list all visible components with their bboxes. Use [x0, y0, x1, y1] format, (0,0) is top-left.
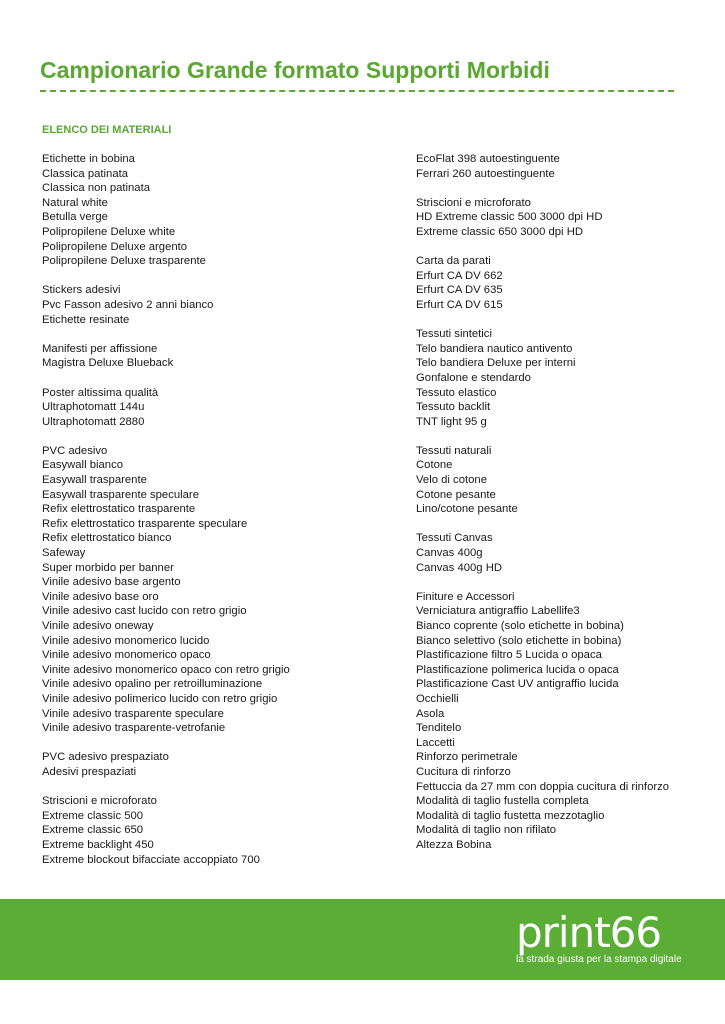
material-group: [416, 152, 669, 181]
material-group: [416, 444, 669, 517]
group-title: Striscioni e microforato: [416, 196, 531, 209]
material-item: Telo bandiera nautico antivento: [416, 342, 573, 355]
material-item: Super morbido per banner: [42, 561, 174, 574]
material-item: Tessuto elastico: [416, 386, 497, 399]
group-title: Tessuti Canvas: [416, 532, 493, 545]
material-item: Vinile adesivo cast lucido con retro grigio: [42, 605, 247, 618]
material-item: Classica patinata: [42, 167, 129, 180]
material-item: Ultraphotomatt 2880: [42, 415, 145, 428]
materials-column-right: [416, 152, 669, 867]
material-item: Vinile adesivo oneway: [42, 620, 154, 632]
group-title: PVC adesivo: [42, 444, 108, 457]
material-item: Classica non patinata: [42, 182, 151, 195]
material-item: Extreme classic 650 3000 dpi HD: [416, 225, 584, 238]
material-item: Cotone pesante: [416, 488, 496, 501]
material-group: [416, 531, 669, 575]
material-item: Ultraphotomatt 144u: [42, 401, 145, 414]
material-item: Refix elettrostatico trasparente speculare: [42, 517, 248, 530]
material-item: Extreme blockout bifacciate accoppiato 700: [42, 853, 260, 866]
material-item: Vinile adesivo monomerico lucido: [42, 634, 210, 647]
material-item: Plastificazione filtro 5 Lucida o opaca: [416, 649, 602, 662]
material-group: [42, 386, 290, 430]
material-item: Easywall trasparente: [42, 474, 147, 487]
material-item: Modalità di taglio fustella completa: [416, 795, 589, 808]
material-item: Ferrari 260 autoestinguente: [416, 167, 555, 180]
group-title: Tessuti naturali: [416, 444, 492, 457]
material-item: Safeway: [42, 547, 86, 560]
material-group: [42, 342, 290, 371]
material-item: Canvas 400g: [416, 547, 483, 560]
material-item: Vinile adesivo opalino per retroilluminazione: [42, 678, 263, 691]
material-item: Rinforzo perimetrale: [416, 751, 518, 764]
material-item: Modalità di taglio fustetta mezzotaglio: [416, 809, 605, 822]
material-item: Gonfalone e stendardo: [416, 371, 531, 384]
material-item: EcoFlat 398 autoestinguente: [416, 153, 560, 165]
material-item: Tenditelo: [416, 722, 462, 735]
material-item: Refix elettrostatico trasparente: [42, 503, 196, 516]
material-group: [42, 152, 290, 269]
material-item: Pvc Fasson adesivo 2 anni bianco: [42, 298, 214, 311]
material-item: Telo bandiera Deluxe per interni: [416, 357, 576, 370]
material-item: Vinile adesivo trasparente speculare: [42, 707, 224, 720]
material-item: Cotone: [416, 459, 453, 472]
material-item: Extreme backlight 450: [42, 838, 154, 851]
material-item: Vinile adesivo monomerico opaco: [42, 649, 211, 662]
material-item: Velo di cotone: [416, 474, 487, 487]
page-title: Campionario Grande formato Supporti Morbidi: [40, 57, 550, 83]
material-item: Occhielli: [416, 692, 459, 705]
material-item: Betulla verge: [42, 211, 108, 224]
material-item: Lino/cotone pesante: [416, 503, 518, 516]
material-item: Etichette resinate: [42, 313, 130, 326]
material-item: Erfurt CA DV 662: [416, 269, 503, 282]
group-title: Etichette in bobina: [42, 153, 135, 165]
title-divider: [40, 90, 674, 92]
material-item: Laccetti: [416, 736, 455, 749]
material-item: Easywall bianco: [42, 459, 124, 472]
material-item: Vinile adesivo trasparente-vetrofanie: [42, 722, 226, 735]
material-item: Tessuto backlit: [416, 401, 491, 414]
material-item: HD Extreme classic 500 3000 dpi HD: [416, 211, 603, 224]
materials-column-left: [42, 152, 290, 882]
material-group: [42, 794, 290, 867]
material-item: Altezza Bobina: [416, 838, 492, 851]
material-item: Polipropilene Deluxe argento: [42, 240, 188, 253]
material-item: Bianco coprente (solo etichette in bobina): [416, 620, 624, 632]
logo-wordmark: print66: [516, 908, 662, 957]
section-title: ELENCO DEI MATERIALI: [42, 124, 172, 136]
group-title: Manifesti per affissione: [42, 342, 158, 355]
group-title: Striscioni e microforato: [42, 795, 157, 808]
material-group: [416, 196, 669, 240]
material-group: [416, 254, 669, 312]
logo-tagline: la strada giusta per la stampa digitale: [516, 954, 682, 965]
group-title: Stickers adesivi: [42, 284, 121, 297]
material-item: Canvas 400g HD: [416, 561, 503, 574]
material-group: [42, 444, 290, 736]
material-group: [416, 327, 669, 429]
material-item: Verniciatura antigraffio Labellife3: [416, 605, 580, 618]
material-item: Vinile adesivo base oro: [42, 590, 159, 603]
material-item: Easywall trasparente speculare: [42, 488, 199, 501]
material-item: Cucitura di rinforzo: [416, 765, 511, 778]
group-title: PVC adesivo prespaziato: [42, 751, 169, 764]
group-title: Tessuti sintetici: [416, 328, 492, 341]
material-item: Vinite adesivo monomerico opaco con retro grigio: [42, 663, 290, 676]
material-item: Magistra Deluxe Blueback: [42, 357, 174, 370]
brand-logo: [516, 908, 682, 965]
material-group: [42, 283, 290, 327]
material-item: Modalità di taglio non rifilato: [416, 824, 557, 837]
material-item: Vinile adesivo base argento: [42, 576, 181, 589]
material-item: Erfurt CA DV 635: [416, 284, 503, 297]
material-item: Polipropilene Deluxe trasparente: [42, 255, 206, 268]
material-item: Extreme classic 650: [42, 824, 144, 837]
group-title: Finiture e Accessori: [416, 590, 515, 603]
material-item: Erfurt CA DV 615: [416, 298, 503, 311]
material-item: Fettuccia da 27 mm con doppia cucitura di rinforzo: [416, 780, 670, 793]
group-title: Poster altissima qualità: [42, 386, 159, 399]
material-group: [42, 750, 290, 779]
material-item: Plastificazione polimerica lucida o opaca: [416, 663, 619, 676]
material-group: [416, 590, 669, 853]
material-item: Asola: [416, 707, 445, 720]
material-item: Natural white: [42, 196, 108, 209]
material-item: TNT light 95 g: [416, 415, 487, 428]
material-item: Polipropilene Deluxe white: [42, 225, 176, 238]
material-item: Plastificazione Cast UV antigraffio lucida: [416, 678, 619, 691]
material-item: Extreme classic 500: [42, 809, 144, 822]
material-item: Bianco selettivo (solo etichette in bobina): [416, 634, 622, 647]
material-item: Vinile adesivo polimerico lucido con retro grigio: [42, 692, 278, 705]
material-item: Refix elettrostatico bianco: [42, 532, 172, 545]
group-title: Carta da parati: [416, 255, 491, 268]
material-item: Adesivi prespaziati: [42, 765, 137, 778]
